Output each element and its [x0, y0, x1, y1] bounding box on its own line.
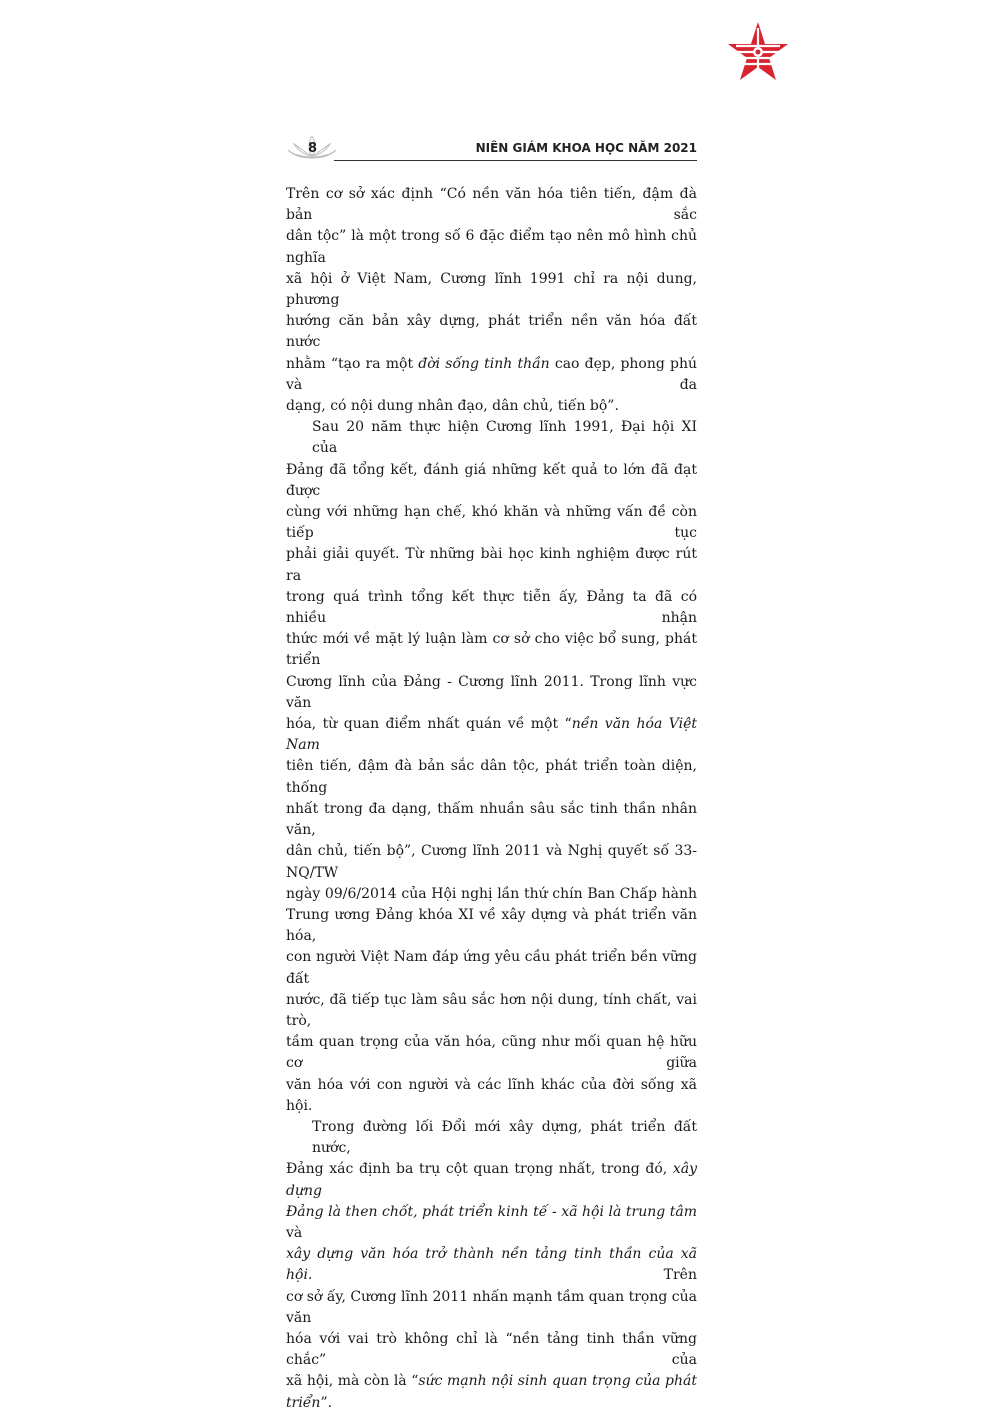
text-segment: phải giải quyết. Từ những bài học kinh nghiệm được rút ra	[286, 546, 697, 584]
text-line	[286, 1244, 697, 1286]
paragraph	[286, 417, 697, 1117]
text-line	[286, 460, 697, 502]
text-segment: ”.	[320, 1394, 333, 1411]
text-line	[286, 1202, 697, 1244]
text-segment: trong quá trình tổng kết thực tiễn ấy, Đảng ta đã có nhiều nhận	[286, 588, 697, 627]
text-segment: nhất trong đa dạng, thấm nhuần sâu sắc tinh thần nhân văn,	[286, 800, 697, 839]
text-segment: Trên cơ sở xác định “Có nền văn hóa tiên tiến, đậm đà bản sắc	[286, 186, 697, 224]
text-segment: dân tộc” là một trong số 6 đặc điểm tạo nên mô hình chủ nghĩa	[286, 228, 697, 266]
text-segment: cùng với những hạn chế, khó khăn và những vấn đề còn tiếp tục	[286, 504, 697, 542]
text-line	[286, 1075, 697, 1117]
text-segment: hóa, từ quan điểm nhất quán về một “	[286, 716, 572, 733]
text-line	[286, 947, 697, 989]
text-segment: hướng căn bản xây dựng, phát triển nền văn hóa đất nước	[286, 313, 697, 351]
text-line	[286, 629, 697, 671]
text-line	[286, 672, 697, 714]
text-segment: Đảng đã tổng kết, đánh giá những kết quả to lớn đã đạt được	[286, 461, 697, 499]
body-text	[286, 184, 697, 1414]
text-segment: con người Việt Nam đáp ứng yêu cầu phát triển bền vững đất	[286, 949, 697, 987]
header-divider	[334, 160, 697, 161]
text-segment: Cương lĩnh của Đảng - Cương lĩnh 2011. Trong lĩnh vực văn	[286, 673, 697, 711]
text-segment: xã hội ở Việt Nam, Cương lĩnh 1991 chỉ ra nội dung, phương	[286, 270, 697, 309]
text-segment: Trong đường lối Đổi mới xây dựng, phát triển đất nước,	[312, 1118, 697, 1157]
italic-text: xây dựng văn hóa trở thành nền tảng tinh thần của xã hội.	[286, 1246, 697, 1284]
text-line	[286, 184, 697, 226]
text-line	[286, 1159, 697, 1201]
paragraph	[286, 1117, 697, 1414]
italic-text: đời sống tinh thần	[418, 355, 550, 372]
text-line	[286, 1329, 697, 1371]
italic-text: sức mạnh nội sinh quan trọng của phát triển	[286, 1373, 697, 1411]
text-line	[286, 1032, 697, 1074]
italic-text: nền văn hóa Việt Nam	[286, 716, 697, 754]
publisher-logo-icon	[726, 20, 790, 84]
text-segment: văn hóa với con người và các lĩnh khác của đời sống xã hội.	[286, 1076, 697, 1114]
text-segment: cơ sở ấy, Cương lĩnh 2011 nhấn mạnh tầm quan trọng của văn	[286, 1288, 697, 1326]
text-segment: Trên	[312, 1267, 697, 1284]
text-segment: nhằm “tạo ra một	[286, 355, 419, 372]
text-segment: hóa với vai trò không chỉ là “nền tảng tinh thần vững chắc” của	[286, 1330, 697, 1369]
text-segment: nước, đã tiếp tục làm sâu sắc hơn nội dung, tính chất, vai trò,	[286, 991, 697, 1029]
text-line	[286, 396, 697, 417]
text-segment: Sau 20 năm thực hiện Cương lĩnh 1991, Đại hội XI của	[312, 419, 697, 457]
paragraph	[286, 184, 697, 417]
text-line	[286, 841, 697, 883]
text-line	[286, 226, 697, 268]
text-line	[286, 587, 697, 629]
text-line	[286, 905, 697, 947]
text-segment: dân chủ, tiến bộ”, Cương lĩnh 2011 và Nghị quyết số 33-NQ/TW	[286, 843, 697, 881]
text-segment: ngày 09/6/2014 của Hội nghị lần thứ chín Ban Chấp hành	[286, 885, 697, 902]
text-segment: thức mới về mặt lý luận làm cơ sở cho việc bổ sung, phát triển	[286, 631, 697, 669]
text-line	[286, 311, 697, 353]
text-line	[286, 544, 697, 586]
text-line	[286, 714, 697, 756]
text-line	[286, 502, 697, 544]
text-line	[286, 990, 697, 1032]
italic-text: Đảng là then chốt, phát triển kinh tế - xã hội là trung tâm	[286, 1203, 697, 1220]
text-segment: cao đẹp, phong phú và đa	[286, 355, 697, 393]
text-line	[286, 1117, 697, 1159]
text-segment: dạng, có nội dung nhân đạo, dân chủ, tiến bộ”.	[286, 398, 619, 415]
text-segment: tầm quan trọng của văn hóa, cũng như mối quan hệ hữu cơ giữa	[286, 1034, 697, 1072]
text-segment: tiên tiến, đậm đà bản sắc dân tộc, phát triển toàn diện, thống	[286, 758, 697, 796]
text-segment: Trung ương Đảng khóa XI về xây dựng và phát triển văn hóa,	[286, 906, 697, 945]
text-line	[286, 1371, 697, 1413]
text-line	[286, 884, 697, 905]
text-segment: và	[286, 1224, 303, 1241]
text-line	[286, 756, 697, 798]
text-segment: xã hội, mà còn là “	[286, 1373, 419, 1390]
running-title: NIÊN GIÁM KHOA HỌC NĂM 2021	[475, 141, 697, 155]
page-number: 8	[308, 141, 318, 156]
text-line	[286, 1287, 697, 1329]
text-line	[286, 417, 697, 459]
page-header	[286, 130, 697, 160]
text-line	[286, 799, 697, 841]
text-line	[286, 269, 697, 311]
italic-text: xây dựng	[286, 1161, 697, 1199]
text-segment: Đảng xác định ba trụ cột quan trọng nhất, trong đó,	[286, 1161, 673, 1178]
text-line	[286, 354, 697, 396]
